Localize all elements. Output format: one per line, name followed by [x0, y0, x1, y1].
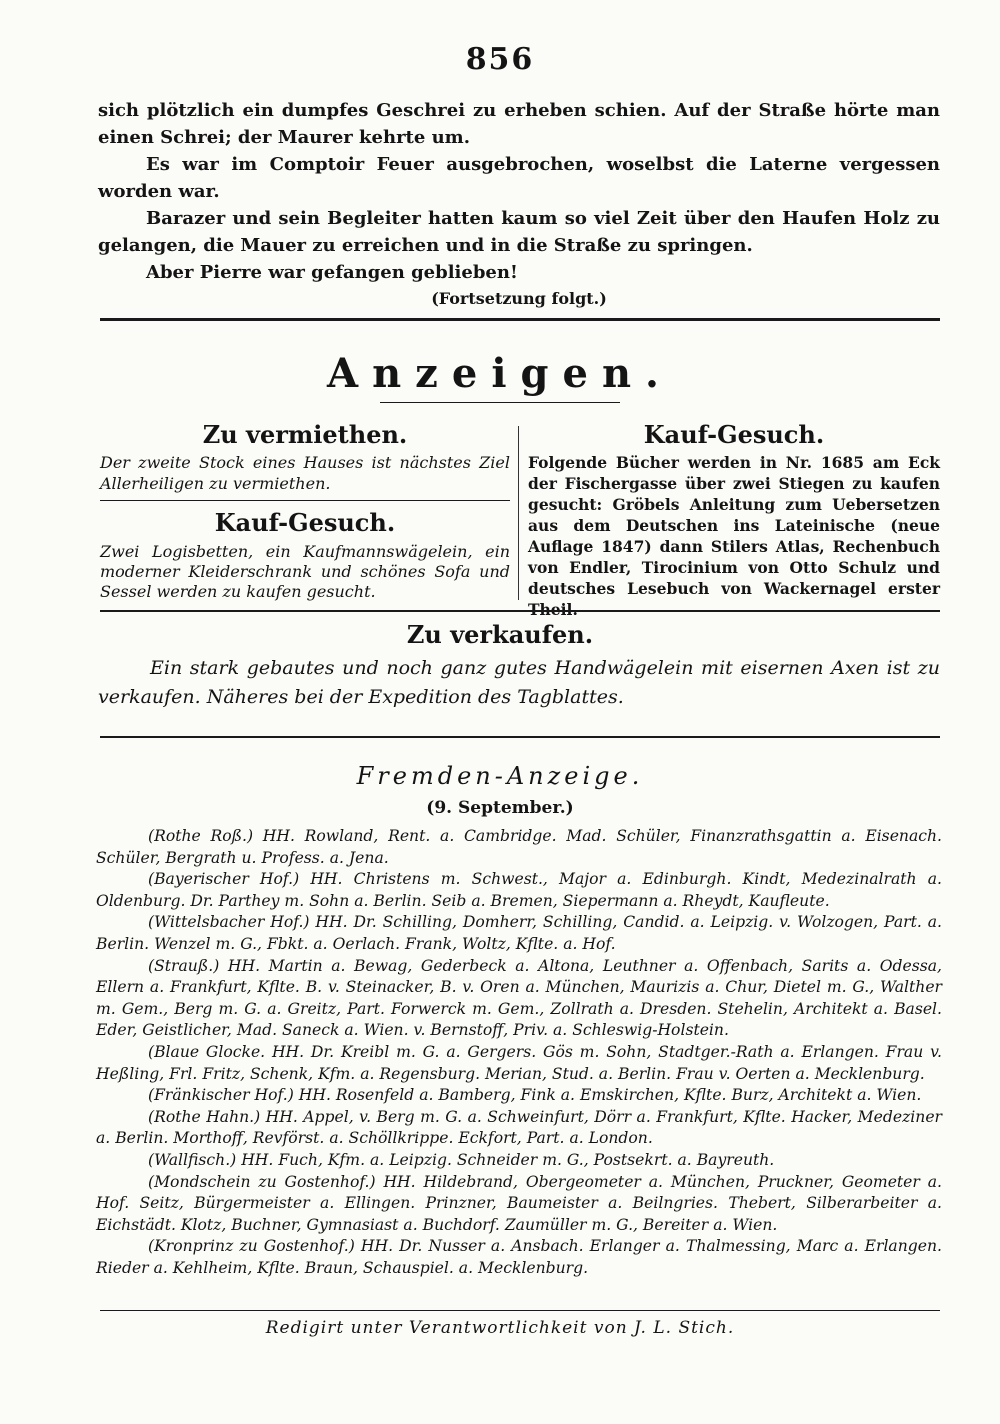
buy-text-left: Zwei Logisbetten, ein Kaufmannswägelein, ein moderner Kleiderschrank und schönes Sofa und Sessel werden zu kaufen gesucht. — [100, 542, 510, 601]
list-item: (Wallfisch.) HH. Fuch, Kfm. a. Leipzig. Schneider m. G., Postsekrt. a. Bayreuth. — [148, 1150, 775, 1169]
list-item: (Rothe Roß.) HH. Rowland, Rent. a. Cambridge. Mad. Schüler, Finanzrathsgattin a. Eisenach. Schüler, Bergrath u. Profess. a. Jena. — [96, 827, 942, 867]
sale-text: Ein stark gebautes und noch ganz gutes Handwägelein mit eisernen Axen ist zu verkaufen. Näheres bei der Expedition des Tagblattes. — [98, 657, 940, 708]
column-separator — [518, 426, 519, 600]
heading-underline — [380, 402, 620, 403]
list-item: (Mondschein zu Gostenhof.) HH. Hildebrand, Obergeometer a. München, Pruckner, Geometer a. Hof. Seitz, Bürgermeister a. Ellingen. Prinzner, Baumeister a. Beilngries. Thebert, Silberarbeiter a. Eichstädt. Klotz, Buchner, Gymnasiast a. Buchdorf. Zaumüller m. G., Bereiter a. Wien. — [96, 1172, 942, 1234]
buy-text-right: Folgende Bücher werden in Nr. 1685 am Eck der Fischergasse über zwei Stiegen zu kaufen gesucht: Gröbels Anleitung zum Uebersetzen aus dem Deutschen ins Lateinische (neue Auflage 1847) dann Stilers Atlas, Rechenbuch von Endler, Tirocinium von Otto Schulz und deutsches Lesebuch von Wackernagel erster — [528, 453, 940, 598]
sale-heading: Zu verkaufen. — [406, 620, 594, 649]
section-rule-2 — [100, 610, 940, 612]
footer-credit: Redigirt unter Verantwortlichkeit von J. L. Stich. — [265, 1318, 735, 1338]
rent-heading: Zu vermiethen. — [202, 420, 408, 449]
rent-text: Der zweite Stock eines Hauses ist nächstes Ziel Allerheiligen zu vermiethen. — [100, 453, 510, 493]
story-paragraph-1: sich plötzlich ein dumpfes Geschrei zu erheben schien. Auf der Straße hörte man einen Schrei; der Maurer kehrte um. — [98, 100, 940, 148]
column-divider — [100, 500, 510, 501]
page-number: 856 — [465, 42, 535, 77]
section-rule-3 — [100, 736, 940, 738]
story-paragraph-2: Es war im Comptoir Feuer ausgebrochen, woselbst die Laterne vergessen worden war. — [98, 154, 940, 202]
footer-rule — [100, 1310, 940, 1311]
fremden-date: (9. September.) — [426, 798, 574, 818]
buy-heading-right: Kauf-Gesuch. — [643, 420, 825, 449]
list-item: (Bayerischer Hof.) HH. Christens m. Schwest., Major a. Edinburgh. Kindt, Medezinalrath a. Oldenburg. Dr. Parthey m. Sohn a. Berlin. Seib a. Bremen, Siepermann a. Rheydt, Kaufleute. — [96, 870, 942, 910]
list-item: (Kronprinz zu Gostenhof.) HH. Dr. Nusser a. Ansbach. Erlanger a. Thalmessing, Marc a. Erlangen. Rieder a. Kehlheim, Kflte. Braun, Schauspiel. a. Mecklenburg. — [96, 1237, 942, 1277]
list-item: (Wittelsbacher Hof.) HH. Dr. Schilling, Domherr, Schilling, Candid. a. Leipzig. v. Wolzogen, Part. a. Berlin. Wenzel m. G., Fbkt. a. Oerlach. Frank, Woltz, Kflte. a. Hof. — [96, 913, 942, 953]
section-rule — [100, 318, 940, 321]
fremden-title: Fremden-Anzeige. — [356, 762, 644, 790]
continuation-note: (Fortsetzung folgt.) — [431, 289, 607, 308]
list-item: (Rothe Hahn.) HH. Appel, v. Berg m. G. a. Schweinfurt, Dörr a. Frankfurt, Kflte. Hacker, Medeziner a. Berlin. Morthoff, Revförst. a. Schöllkrippe. Eckfort, Part. a. London. — [96, 1107, 942, 1148]
story-paragraph-4: Aber Pierre war gefangen geblieben! — [146, 262, 518, 283]
ads-heading: Anzeigen. — [327, 350, 673, 397]
list-item: (Blaue Glocke. HH. Dr. Kreibl m. G. a. Gergers. Gös m. Sohn, Stadtger.-Rath a. Erlangen. Frau v. Heßling, Frl. Fritz, Schenk, Kfm. a. Regensburg. Merian, Stud. a. Berlin. Frau v. Oerten a. Mecklenburg. — [96, 1042, 942, 1083]
story-paragraph-3: Barazer und sein Begleiter hatten kaum so viel Zeit über den Haufen Holz zu gelangen, die Mauer zu erreichen und in die Straße zu springen. — [98, 208, 940, 256]
list-item: (Fränkischer Hof.) HH. Rosenfeld a. Bamberg, Fink a. Emskirchen, Kflte. Burz, Architekt a. Wien. — [148, 1086, 922, 1105]
buy-heading-left: Kauf-Gesuch. — [214, 508, 396, 537]
list-item: (Strauß.) HH. Martin a. Bewag, Gederbeck a. Altona, Leuthner a. Offenbach, Sarits a. Odessa, Ellern a. Frankfurt, Kflte. B. v. Steinacker, B. v. Oren a. München, Maurizis a. Chur, Dietel m. G., Walther m. Gem., Berg m. G. a. Greitz, Part. Forwerck m. Gem., Zollrath a. Dresden. Stehelin, Architekt a. Basel. Eder, Geistlicher, Mad. Saneck a. Wien. v. Bernstoff, Priv. a. Schleswig-Holstein. — [96, 956, 942, 1040]
fremden-entries — [96, 826, 942, 1279]
